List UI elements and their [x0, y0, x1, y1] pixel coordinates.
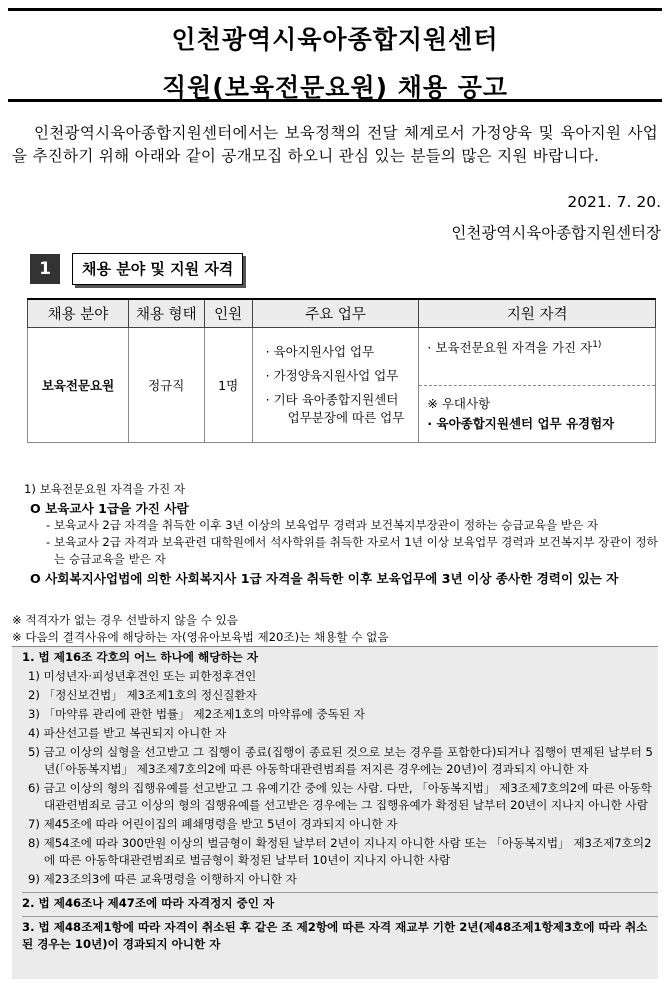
header-qualification: 지원 자격: [419, 299, 656, 328]
header-count: 인원: [204, 299, 252, 328]
cell-field: 보육전문요원: [28, 328, 129, 443]
disq-group-3: 3. 법 제48조제1항에 따라 자격이 취소된 후 같은 조 제2항에 따른 자격 재교부 기한 2년(제48조제1항제3호에 따라 취소된 경우는 10년)이 경과되지 아니한 자: [22, 916, 658, 953]
notice-2: ※ 다음의 결격사유에 해당하는 자(영유아보육법 제20조)는 채용할 수 없음: [12, 630, 389, 644]
recruit-table: [27, 298, 656, 443]
organization-name: 인천광역시육아종합지원센터장: [451, 224, 661, 242]
notice-1: ※ 적격자가 없는 경우 선발하지 않을 수 있음: [12, 613, 238, 627]
duty-item: · 가정양육지원사업 업무: [265, 368, 399, 383]
duty-item: · 기타 육아종합지원센터: [265, 392, 399, 407]
footnote-1: 1) 보육전문요원 자격을 가진 자: [24, 482, 186, 496]
cell-qualification: [419, 328, 656, 443]
qualification-text: · 보육전문요원 자격을 가진 자$^{1)}$: [419, 328, 655, 386]
duty-item: · 육아지원사업 업무: [265, 344, 375, 359]
disq-group-2: 2. 법 제46조나 제47조에 따라 자격정지 중인 자: [22, 892, 658, 912]
section-number: 1: [30, 254, 60, 284]
disqualification-box: [12, 646, 658, 979]
footnotes: [20, 481, 662, 587]
preference-block: [419, 386, 655, 442]
cell-duties: [252, 328, 419, 443]
page-title-line2: 직원(보육전문요원) 채용 공고: [161, 73, 509, 102]
footnote-sub-2: - 보육교사 2급 자격과 보육관련 대학원에서 석사학위를 취득한 자로서 1년 이상 보육업무 경력과 보건복지부 장관이 정하는 승급교육을 받은 자: [46, 535, 658, 566]
disq-item: 3) 「마약류 관리에 관한 법률」 제2조제1호의 마약류에 중독된 자: [28, 707, 365, 721]
table-header-row: [28, 299, 656, 328]
cell-type: 정규직: [128, 328, 204, 443]
preference-title: ※ 우대사항: [427, 396, 491, 411]
footnote-option-1: O 보육교사 1급을 가진 사람: [30, 501, 189, 516]
intro-paragraph: 인천광역시육아종합지원센터에서는 보육정책의 전달 체계로서 가정양육 및 육아지원 사업을 추진하기 위해 아래와 같이 공개모집 하오니 관심 있는 분들의 많은 지원 바랍니다.: [12, 124, 658, 165]
disq-item: 2) 「정신보건법」 제3조제1호의 정신질환자: [28, 688, 257, 702]
page-title-line1: 인천광역시육아종합지원센터: [171, 25, 499, 54]
section-title: 채용 분야 및 지원 자격: [72, 253, 243, 285]
disq-item: 1) 미성년자·피성년후견인 또는 피한정후견인: [28, 669, 257, 683]
title-box: [8, 8, 662, 102]
table-row: [28, 328, 656, 443]
disq-item: 9) 제23조의3에 따른 교육명령을 이행하지 아니한 자: [28, 872, 297, 886]
cell-count: 1명: [204, 328, 252, 443]
disq-item: 6) 금고 이상의 형의 집행유예를 선고받고 그 유예기간 중에 있는 사람. 다만, 「아동복지법」 제3조제7호의2에 따른 아동학대관련범죄로 금고 이상의 형의 집행유예를 선고받은 경우에는 그 집행유예가 확정된 날부터 20년이 지나지 아니한 사람: [28, 781, 652, 812]
disq-item: 7) 제45조에 따라 어린이집의 폐쇄명령을 받고 5년이 경과되지 아니한 자: [28, 817, 398, 831]
header-field: 채용 분야: [28, 299, 129, 328]
footnote-sub-1: - 보육교사 2급 자격을 취득한 이후 3년 이상의 보육업무 경력과 보건복지부장관이 정하는 승급교육을 받은 자: [46, 518, 599, 532]
disq-item: 4) 파산선고를 받고 복권되지 아니한 자: [28, 726, 227, 740]
footnote-option-2: O 사회복지사업법에 의한 사회복지사 1급 자격을 취득한 이후 보육업무에 3년 이상 종사한 경력이 있는 자: [30, 571, 619, 586]
disq-item: 8) 제54조에 따라 300만원 이상의 벌금형이 확정된 날부터 2년이 지나지 아니한 사람 또는 「아동복지법」 제3조제7호의2에 따른 아동학대관련범죄로 벌금형이 확정된 날부터 10년이 지나지 아니한 사람: [28, 836, 652, 867]
notices: [12, 612, 658, 646]
announcement-date: 2021. 7. 20.: [567, 193, 661, 211]
header-duties: 주요 업무: [252, 299, 419, 328]
disq-group-1: 1. 법 제16조 각호의 어느 하나에 해당하는 자: [22, 650, 259, 664]
preference-item: · 육아종합지원센터 업무 유경험자: [427, 416, 615, 431]
header-type: 채용 형태: [128, 299, 204, 328]
duty-item-cont: 업무분장에 따른 업무: [287, 410, 405, 425]
disq-item: 5) 금고 이상의 실형을 선고받고 그 집행이 종료(집행이 종료된 것으로 보는 경우를 포함한다)되거나 집행이 면제된 날부터 5년(「아동복지법」 제3조제7호의2에 따른 아동학대관련범죄를 저지른 경우에는 20년)이 경과되지 아니한 자: [28, 745, 653, 776]
